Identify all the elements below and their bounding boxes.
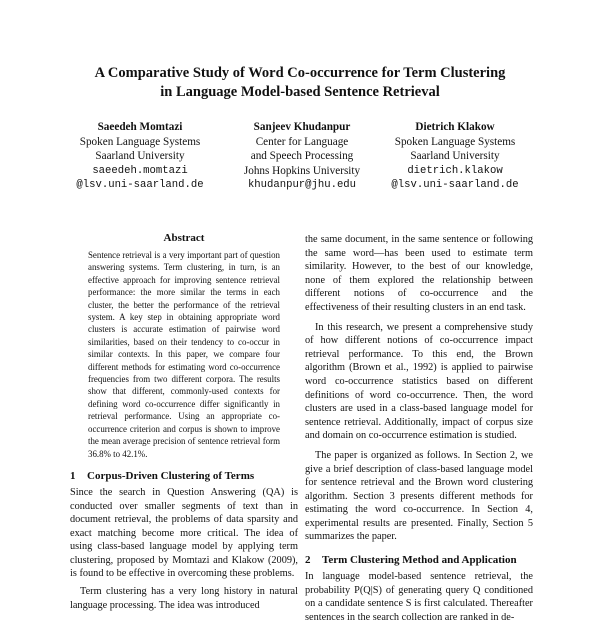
author-email: dietrich.klakow: [407, 164, 503, 177]
author-affiliation: Center for Language: [255, 135, 349, 148]
title-line-2: in Language Model-based Sentence Retrieval: [160, 84, 440, 100]
section-2-heading: [305, 553, 533, 567]
author-name: Saeedeh Momtazi: [97, 121, 183, 133]
author-2: [232, 120, 372, 193]
section-title: Corpus-Driven Clustering of Terms: [87, 469, 255, 482]
author-affiliation: Saarland University: [95, 150, 185, 163]
section-1-heading: [70, 469, 298, 483]
paragraph: Since the search in Question Answering (QA) is conducted over smaller segments of text than in document retrieval, the problems of data sparsity and exact matching become more critical. The idea of using class-based language model by applying term clustering, proposed by Momtazi and Klakow (2009), is found to be effective in overcoming these problems.: [70, 486, 298, 580]
author-affiliation: Spoken Language Systems: [79, 135, 201, 148]
paragraph: In language model-based sentence retrieval, the probability P(Q|S) of generating query Q conditioned on a candidate sentence S is first calculated. Thereafter sentences in the search collection are ranked in de-: [305, 571, 533, 623]
paragraph: In this research, we present a comprehensive study of how different notions of co-occurrence impact retrieval performance. To this end, the Brown algorithm (Brown et al., 1992) is applied to pairwise word co-occurrence statistics based on different definitions of word co-occurrence. Then, the word clusters are used in a class-based language model for sentence retrieval. Additionally, impact of corpus size and domain on co-occurrence estimation is studied.: [305, 321, 533, 442]
section-number: 2: [305, 554, 311, 567]
section-title: Term Clustering Method and Application: [322, 554, 517, 567]
author-affiliation: Saarland University: [410, 150, 500, 163]
abstract-heading: Abstract: [163, 232, 205, 244]
section-number: 1: [70, 469, 76, 482]
author-name: Sanjeev Khudanpur: [253, 121, 351, 133]
right-column: [305, 233, 533, 630]
author-affiliation: Spoken Language Systems: [394, 135, 516, 148]
title-line-1: A Comparative Study of Word Co-occurrence for Term Clustering: [94, 65, 506, 81]
author-3: [375, 120, 535, 193]
paper-title: [60, 64, 540, 102]
author-email: khudanpur@jhu.edu: [247, 179, 357, 192]
author-email: @lsv.uni-saarland.de: [391, 179, 519, 192]
author-affiliation: and Speech Processing: [250, 150, 354, 163]
abstract-text: Sentence retrieval is a very important part of question answering systems. Term clustering, in turn, is an effective approach for improving sentence retrieval performance: the more similar the terms in each cluster, the better the performance of the retrieval system. A key step in obtaining appropriate word clusters is accurate estimation of pairwise word similarities, based on their tendency to co-occur in similar contexts. In this paper, we compare four different methods for estimating word co-occurrence frequencies from two different corpora. The results show that different, commonly-used contexts for defining word co-occurrence differ significantly in retrieval performance. Using an appropriate co-occurrence criterion and corpus is shown to improve the mean average precision of sentence retrieval form 36.8% to 42.1%.: [88, 250, 280, 459]
author-email: @lsv.uni-saarland.de: [76, 179, 204, 192]
paragraph: the same document, in the same sentence or following the same word—has been used to estimate term similarity. However, to the best of our knowledge, none of them explored the relationship between different notions of co-occurrence and the effectiveness of their resulting clusters in an end task.: [305, 234, 533, 313]
paragraph: Term clustering has a very long history in natural language processing. The idea was introduced: [70, 586, 298, 611]
author-1: [60, 120, 220, 193]
author-email: saeedeh.momtazi: [92, 164, 188, 177]
left-column: [70, 232, 298, 616]
author-name: Dietrich Klakow: [415, 121, 495, 133]
author-affiliation: Johns Hopkins University: [243, 164, 361, 177]
paragraph: The paper is organized as follows. In Section 2, we give a brief description of class-based language model for sentence retrieval and the Brown word clustering algorithm. Section 3 presents different methods for estimating the word co-occurrence. In Section 4, experimental results are presented. Finally, Section 5 summarizes the paper.: [305, 449, 533, 543]
